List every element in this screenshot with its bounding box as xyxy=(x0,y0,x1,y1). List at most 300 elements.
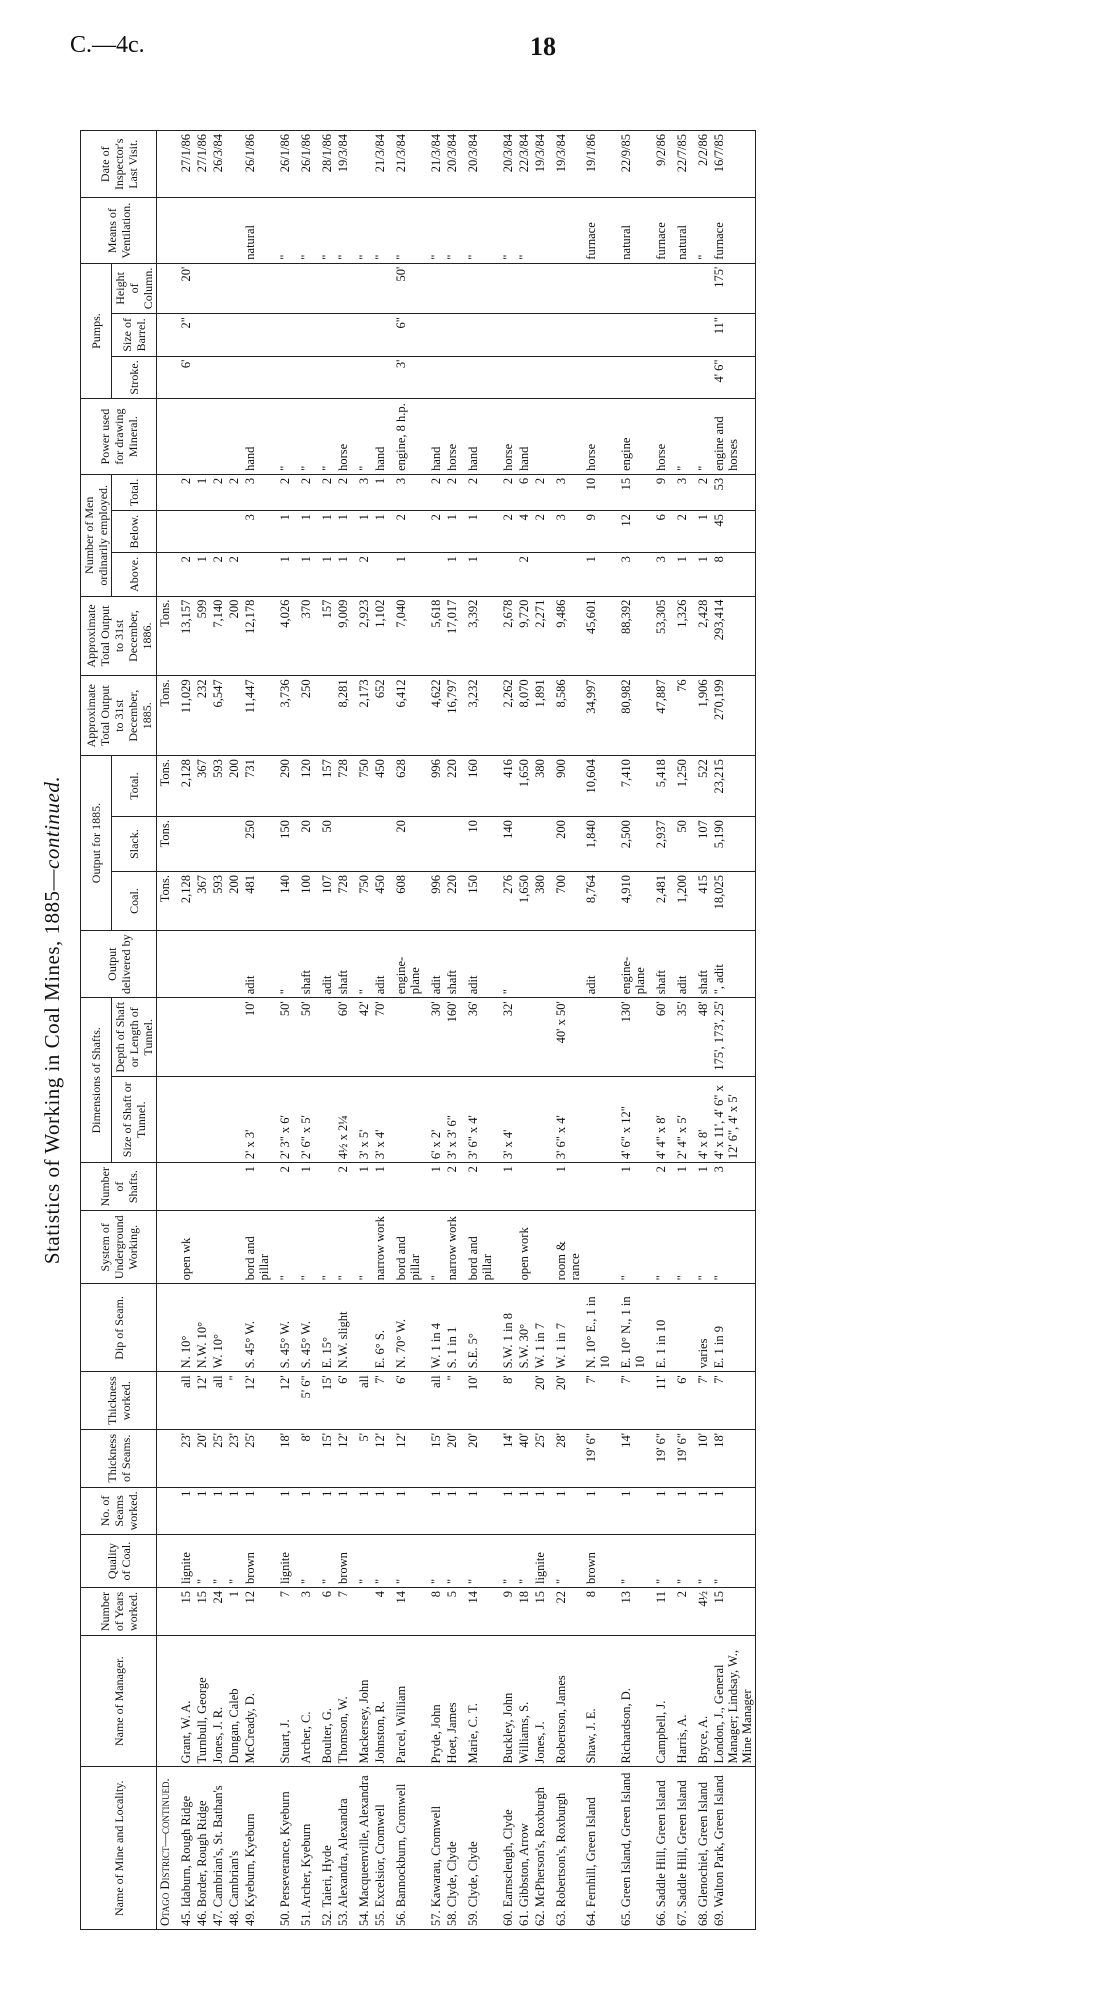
row-seams: 1 xyxy=(226,1487,242,1535)
row-name: 61. Gibbston, Arrow xyxy=(516,1767,532,1930)
table-row xyxy=(351,131,372,1930)
row-delivered: " xyxy=(272,931,293,998)
row-quality: " xyxy=(648,1535,669,1588)
row-years: 9 xyxy=(495,1588,516,1636)
row-thick-seams: 20' xyxy=(444,1430,460,1488)
row-delivered xyxy=(210,931,226,998)
row-manager: London, J., General Manager; Lindsay, W., Mine Manager xyxy=(711,1635,756,1766)
row-years: 2 xyxy=(669,1588,690,1636)
row-barrel xyxy=(532,314,548,356)
row-visit xyxy=(226,131,242,199)
row-coal: 8,764 xyxy=(583,872,613,931)
row-system: bord and pillar xyxy=(242,1211,272,1284)
col-system: System of Underground Working. xyxy=(81,1211,157,1284)
row-above xyxy=(495,553,516,596)
row-stroke xyxy=(210,356,226,399)
row-seams: 1 xyxy=(194,1487,210,1535)
row-dip: W. 1 in 7 xyxy=(532,1284,548,1372)
row-approx-1885: 2,173 xyxy=(351,676,372,756)
row-men-total: 6 xyxy=(516,474,532,510)
row-system: " xyxy=(314,1211,335,1284)
row-years: 12 xyxy=(242,1588,272,1636)
row-thick-seams: 19' 6" xyxy=(669,1430,690,1488)
row-approx-1885: 232 xyxy=(194,676,210,756)
row-thick-worked: 6' xyxy=(388,1372,423,1430)
row-name: 66. Saddle Hill, Green Island xyxy=(648,1767,669,1930)
row-depth-shaft: 10' xyxy=(242,998,272,1077)
row-above: 1 xyxy=(272,553,293,596)
row-manager: Jones, J. xyxy=(532,1635,548,1766)
row-total: 593 xyxy=(210,756,226,817)
row-men-total: 2 xyxy=(293,474,314,510)
row-name: 69. Walton Park, Green Island xyxy=(711,1767,756,1930)
row-men-total: 53 xyxy=(711,474,756,510)
row-stroke: 4' 6" xyxy=(711,356,756,399)
row-ventilation: " xyxy=(351,198,372,263)
district-label: Otago District—continued. xyxy=(157,1767,174,1930)
row-power: horse xyxy=(648,399,669,475)
page-header xyxy=(70,32,1070,72)
row-approx-1885: 4,622 xyxy=(423,676,444,756)
row-thick-seams: 25' xyxy=(532,1430,548,1488)
row-total: 10,604 xyxy=(583,756,613,817)
row-slack: 2,500 xyxy=(613,817,648,872)
row-men-total: 2 xyxy=(460,474,495,510)
row-approx-1886: 200 xyxy=(226,596,242,676)
row-approx-1886: 2,428 xyxy=(690,596,711,676)
row-power: " xyxy=(314,399,335,475)
row-ventilation: " xyxy=(388,198,423,263)
row-men-total: 2 xyxy=(423,474,444,510)
row-thick-worked: 20' xyxy=(548,1372,583,1430)
row-manager: Mackersey, John xyxy=(351,1635,372,1766)
row-total: 2,128 xyxy=(173,756,194,817)
row-manager: Pryde, John xyxy=(423,1635,444,1766)
row-visit: 16/7/85 xyxy=(711,131,756,199)
row-coal: 2,481 xyxy=(648,872,669,931)
row-total: 416 xyxy=(495,756,516,817)
row-visit: 27/1/86 xyxy=(173,131,194,199)
row-coal: 1,650 xyxy=(516,872,532,931)
row-above: 1 xyxy=(194,553,210,596)
row-ventilation: " xyxy=(293,198,314,263)
row-approx-1886: 17,017 xyxy=(444,596,460,676)
row-above: 2 xyxy=(226,553,242,596)
row-column xyxy=(669,263,690,313)
row-barrel xyxy=(210,314,226,356)
row-thick-seams: 20' xyxy=(194,1430,210,1488)
row-thick-seams: 15' xyxy=(423,1430,444,1488)
row-size-shaft: 4' x 11', 4' 6" x 12' 6", 4' x 5' xyxy=(711,1077,756,1163)
row-depth-shaft xyxy=(194,998,210,1077)
row-ventilation: natural xyxy=(242,198,272,263)
table-row xyxy=(690,131,711,1930)
row-seams: 1 xyxy=(242,1487,272,1535)
row-power xyxy=(532,399,548,475)
row-manager: Jones, J. R. xyxy=(210,1635,226,1766)
row-coal: 4,910 xyxy=(613,872,648,931)
row-thick-worked: 11' xyxy=(648,1372,669,1430)
row-thick-seams: 12' xyxy=(335,1430,351,1488)
row-years: 15 xyxy=(194,1588,210,1636)
row-above: 2 xyxy=(173,553,194,596)
row-seams: 1 xyxy=(351,1487,372,1535)
row-size-shaft xyxy=(226,1077,242,1163)
row-below: 2 xyxy=(495,511,516,553)
row-slack: 10 xyxy=(460,817,495,872)
row-barrel xyxy=(226,314,242,356)
row-slack: 140 xyxy=(495,817,516,872)
row-delivered: adit xyxy=(372,931,388,998)
row-stroke xyxy=(272,356,293,399)
row-barrel xyxy=(690,314,711,356)
row-ventilation xyxy=(226,198,242,263)
col-approx-1885: Approximate Total Output to 31st December, 1885. xyxy=(81,676,157,756)
row-approx-1885 xyxy=(226,676,242,756)
row-stroke xyxy=(314,356,335,399)
row-power: " xyxy=(272,399,293,475)
row-approx-1886: 2,923 xyxy=(351,596,372,676)
row-above: 1 xyxy=(444,553,460,596)
row-thick-seams: 19' 6" xyxy=(648,1430,669,1488)
row-visit xyxy=(351,131,372,199)
row-size-shaft xyxy=(583,1077,613,1163)
row-num-shafts: 2 xyxy=(272,1163,293,1211)
row-thick-worked: 7' xyxy=(372,1372,388,1430)
row-power xyxy=(548,399,583,475)
district-row xyxy=(157,131,174,1930)
row-visit: 28/1/86 xyxy=(314,131,335,199)
row-manager: Archer, C. xyxy=(293,1635,314,1766)
row-total: 1,250 xyxy=(669,756,690,817)
row-name: 67. Saddle Hill, Green Island xyxy=(669,1767,690,1930)
row-manager: Harris, A. xyxy=(669,1635,690,1766)
row-quality: " xyxy=(423,1535,444,1588)
row-column xyxy=(242,263,272,313)
row-approx-1885: 3,232 xyxy=(460,676,495,756)
row-system: " xyxy=(711,1211,756,1284)
row-quality: " xyxy=(444,1535,460,1588)
row-seams: 1 xyxy=(423,1487,444,1535)
row-num-shafts: 1 xyxy=(669,1163,690,1211)
row-system xyxy=(495,1211,516,1284)
row-stroke xyxy=(351,356,372,399)
row-power: " xyxy=(351,399,372,475)
row-power: horse xyxy=(583,399,613,475)
row-delivered: engine-plane xyxy=(388,931,423,998)
row-ventilation: " xyxy=(690,198,711,263)
row-depth-shaft xyxy=(173,998,194,1077)
row-below: 12 xyxy=(613,511,648,553)
row-approx-1886: 1,102 xyxy=(372,596,388,676)
row-stroke xyxy=(690,356,711,399)
row-num-shafts: 1 xyxy=(495,1163,516,1211)
row-thick-worked: 8' xyxy=(495,1372,516,1430)
row-delivered: adit xyxy=(314,931,335,998)
row-years: 7 xyxy=(272,1588,293,1636)
row-barrel: 11" xyxy=(711,314,756,356)
row-manager: Marie, C. T. xyxy=(460,1635,495,1766)
row-approx-1886: 4,026 xyxy=(272,596,293,676)
row-seams: 1 xyxy=(293,1487,314,1535)
row-below xyxy=(226,511,242,553)
row-slack: 20 xyxy=(293,817,314,872)
row-above: 2 xyxy=(210,553,226,596)
row-depth-shaft xyxy=(388,998,423,1077)
table-row xyxy=(532,131,548,1930)
row-approx-1886: 5,618 xyxy=(423,596,444,676)
row-coal: 140 xyxy=(272,872,293,931)
row-men-total: 2 xyxy=(272,474,293,510)
row-seams: 1 xyxy=(669,1487,690,1535)
table-row xyxy=(648,131,669,1930)
row-barrel: 2" xyxy=(173,314,194,356)
col-group-pumps: Pumps. xyxy=(81,263,112,399)
row-name: 56. Bannockburn, Cromwell xyxy=(388,1767,423,1930)
row-manager: Shaw, J. E. xyxy=(583,1635,613,1766)
row-total: 380 xyxy=(532,756,548,817)
page-number: 18 xyxy=(530,32,556,61)
row-seams: 1 xyxy=(173,1487,194,1535)
row-coal: 200 xyxy=(226,872,242,931)
row-size-shaft: 3' x 5' xyxy=(351,1077,372,1163)
row-seams: 1 xyxy=(495,1487,516,1535)
row-thick-worked: 7' xyxy=(711,1372,756,1430)
row-coal: 380 xyxy=(532,872,548,931)
row-below: 3 xyxy=(242,511,272,553)
row-slack xyxy=(516,817,532,872)
col-num-shafts: Number of Shafts. xyxy=(81,1163,157,1211)
row-num-shafts: 1 xyxy=(690,1163,711,1211)
row-approx-1885: 6,547 xyxy=(210,676,226,756)
row-num-shafts: 1 xyxy=(372,1163,388,1211)
row-power: " xyxy=(669,399,690,475)
row-approx-1886: 157 xyxy=(314,596,335,676)
row-coal: 150 xyxy=(460,872,495,931)
row-size-shaft: 4' x 8' xyxy=(690,1077,711,1163)
row-above: 1 xyxy=(583,553,613,596)
row-approx-1885 xyxy=(314,676,335,756)
row-ventilation: " xyxy=(372,198,388,263)
row-years: 18 xyxy=(516,1588,532,1636)
row-dip: S. 45° W. xyxy=(242,1284,272,1372)
row-thick-worked: all xyxy=(173,1372,194,1430)
row-system xyxy=(226,1211,242,1284)
row-above xyxy=(532,553,548,596)
row-men-total: 2 xyxy=(210,474,226,510)
row-ventilation xyxy=(194,198,210,263)
row-approx-1885: 6,412 xyxy=(388,676,423,756)
row-num-shafts xyxy=(314,1163,335,1211)
row-delivered xyxy=(194,931,210,998)
col-seams: No. of Seams worked. xyxy=(81,1487,157,1535)
row-depth-shaft: 42' xyxy=(351,998,372,1077)
row-approx-1885: 47,887 xyxy=(648,676,669,756)
row-name: 68. Glenochiel, Green Island xyxy=(690,1767,711,1930)
row-dip: N. 70° W. xyxy=(388,1284,423,1372)
table-row xyxy=(314,131,335,1930)
row-stroke xyxy=(372,356,388,399)
row-total: 5,418 xyxy=(648,756,669,817)
row-ventilation: " xyxy=(314,198,335,263)
row-thick-seams: 18' xyxy=(711,1430,756,1488)
row-approx-1885: 652 xyxy=(372,676,388,756)
row-seams: 1 xyxy=(583,1487,613,1535)
row-system: open wk xyxy=(173,1211,194,1284)
row-quality: " xyxy=(293,1535,314,1588)
row-approx-1886: 3,392 xyxy=(460,596,495,676)
row-men-total: 2 xyxy=(335,474,351,510)
row-dip: E. 15° xyxy=(314,1284,335,1372)
row-barrel xyxy=(669,314,690,356)
row-years: 8 xyxy=(583,1588,613,1636)
row-stroke xyxy=(460,356,495,399)
row-slack xyxy=(335,817,351,872)
row-dip xyxy=(351,1284,372,1372)
row-below: 1 xyxy=(351,511,372,553)
row-system: narrow work xyxy=(372,1211,388,1284)
row-barrel xyxy=(293,314,314,356)
row-below: 1 xyxy=(335,511,351,553)
row-slack: 5,190 xyxy=(711,817,756,872)
row-power xyxy=(194,399,210,475)
row-stroke xyxy=(669,356,690,399)
table-row xyxy=(194,131,210,1930)
row-thick-seams: 8' xyxy=(293,1430,314,1488)
table-body xyxy=(157,131,756,1930)
row-name: 54. Macqueenville, Alexandra xyxy=(351,1767,372,1930)
row-seams: 1 xyxy=(516,1487,532,1535)
row-quality: " xyxy=(314,1535,335,1588)
row-above xyxy=(548,553,583,596)
row-num-shafts xyxy=(516,1163,532,1211)
row-column xyxy=(272,263,293,313)
table-row xyxy=(444,131,460,1930)
row-barrel xyxy=(444,314,460,356)
row-thick-seams: 10' xyxy=(690,1430,711,1488)
row-seams: 1 xyxy=(460,1487,495,1535)
row-coal: 2,128 xyxy=(173,872,194,931)
row-barrel xyxy=(351,314,372,356)
row-name: 53. Alexandra, Alexandra xyxy=(335,1767,351,1930)
row-quality: " xyxy=(516,1535,532,1588)
row-stroke xyxy=(548,356,583,399)
row-thick-worked: 15' xyxy=(314,1372,335,1430)
row-seams: 1 xyxy=(272,1487,293,1535)
row-ventilation: " xyxy=(335,198,351,263)
row-approx-1885: 250 xyxy=(293,676,314,756)
table-title-main: Statistics of Working in Coal Mines, 1885— xyxy=(40,868,64,1265)
row-delivered: adit xyxy=(583,931,613,998)
row-system: " xyxy=(335,1211,351,1284)
row-approx-1885: 11,029 xyxy=(173,676,194,756)
row-seams: 1 xyxy=(548,1487,583,1535)
row-depth-shaft xyxy=(583,998,613,1077)
row-num-shafts: 2 xyxy=(460,1163,495,1211)
row-stroke xyxy=(495,356,516,399)
row-total: 450 xyxy=(372,756,388,817)
row-column xyxy=(372,263,388,313)
row-barrel xyxy=(423,314,444,356)
row-column xyxy=(293,263,314,313)
row-approx-1885: 76 xyxy=(669,676,690,756)
table-row xyxy=(335,131,351,1930)
row-column xyxy=(532,263,548,313)
row-above: 1 xyxy=(335,553,351,596)
row-above xyxy=(242,553,272,596)
row-total: 220 xyxy=(444,756,460,817)
row-visit: 22/9/85 xyxy=(613,131,648,199)
row-ventilation: natural xyxy=(669,198,690,263)
row-above: 2 xyxy=(516,553,532,596)
row-approx-1885: 11,447 xyxy=(242,676,272,756)
row-men-total: 3 xyxy=(669,474,690,510)
row-below: 2 xyxy=(423,511,444,553)
row-ventilation: " xyxy=(423,198,444,263)
row-above: 1 xyxy=(388,553,423,596)
row-depth-shaft xyxy=(314,998,335,1077)
row-years: 3 xyxy=(293,1588,314,1636)
row-coal: 728 xyxy=(335,872,351,931)
row-approx-1886: 7,140 xyxy=(210,596,226,676)
row-coal: 415 xyxy=(690,872,711,931)
row-dip: E. 6° S. xyxy=(372,1284,388,1372)
row-visit: 22/7/85 xyxy=(669,131,690,199)
row-barrel xyxy=(460,314,495,356)
row-system xyxy=(194,1211,210,1284)
row-depth-shaft: 32' xyxy=(495,998,516,1077)
row-approx-1885: 270,199 xyxy=(711,676,756,756)
row-ventilation xyxy=(173,198,194,263)
row-thick-worked: " xyxy=(226,1372,242,1430)
row-thick-seams: 40' xyxy=(516,1430,532,1488)
col-depth-shaft: Depth of Shaft or Length of Tunnel. xyxy=(112,998,157,1077)
row-thick-seams: 25' xyxy=(210,1430,226,1488)
row-ventilation xyxy=(548,198,583,263)
row-stroke xyxy=(648,356,669,399)
row-size-shaft: 4½ x 2¼ xyxy=(335,1077,351,1163)
row-total: 628 xyxy=(388,756,423,817)
row-seams: 1 xyxy=(444,1487,460,1535)
row-seams: 1 xyxy=(210,1487,226,1535)
row-years: 1 xyxy=(226,1588,242,1636)
table-row xyxy=(210,131,226,1930)
row-barrel: 6" xyxy=(388,314,423,356)
row-num-shafts: 2 xyxy=(444,1163,460,1211)
row-manager: Dungan, Caleb xyxy=(226,1635,242,1766)
row-depth-shaft: 175', 173', 25' xyxy=(711,998,756,1077)
row-below: 45 xyxy=(711,511,756,553)
row-quality: " xyxy=(226,1535,242,1588)
row-thick-worked: all xyxy=(423,1372,444,1430)
col-thick-seams: Thickness of Seams. xyxy=(81,1430,157,1488)
row-delivered: " xyxy=(351,931,372,998)
row-seams: 1 xyxy=(314,1487,335,1535)
row-system: " xyxy=(648,1211,669,1284)
row-men-total: 2 xyxy=(226,474,242,510)
col-group-dimensions: Dimensions of Shafts. xyxy=(81,998,112,1163)
unit-slack: Tons. xyxy=(157,817,174,872)
row-stroke xyxy=(583,356,613,399)
row-dip: N. 10° E., 1 in 10 xyxy=(583,1284,613,1372)
row-visit: 2/2/86 xyxy=(690,131,711,199)
row-delivered: shaft xyxy=(293,931,314,998)
row-system: narrow work xyxy=(444,1211,460,1284)
row-stroke xyxy=(516,356,532,399)
row-visit: 27/1/86 xyxy=(194,131,210,199)
row-quality: " xyxy=(495,1535,516,1588)
row-quality: brown xyxy=(583,1535,613,1588)
